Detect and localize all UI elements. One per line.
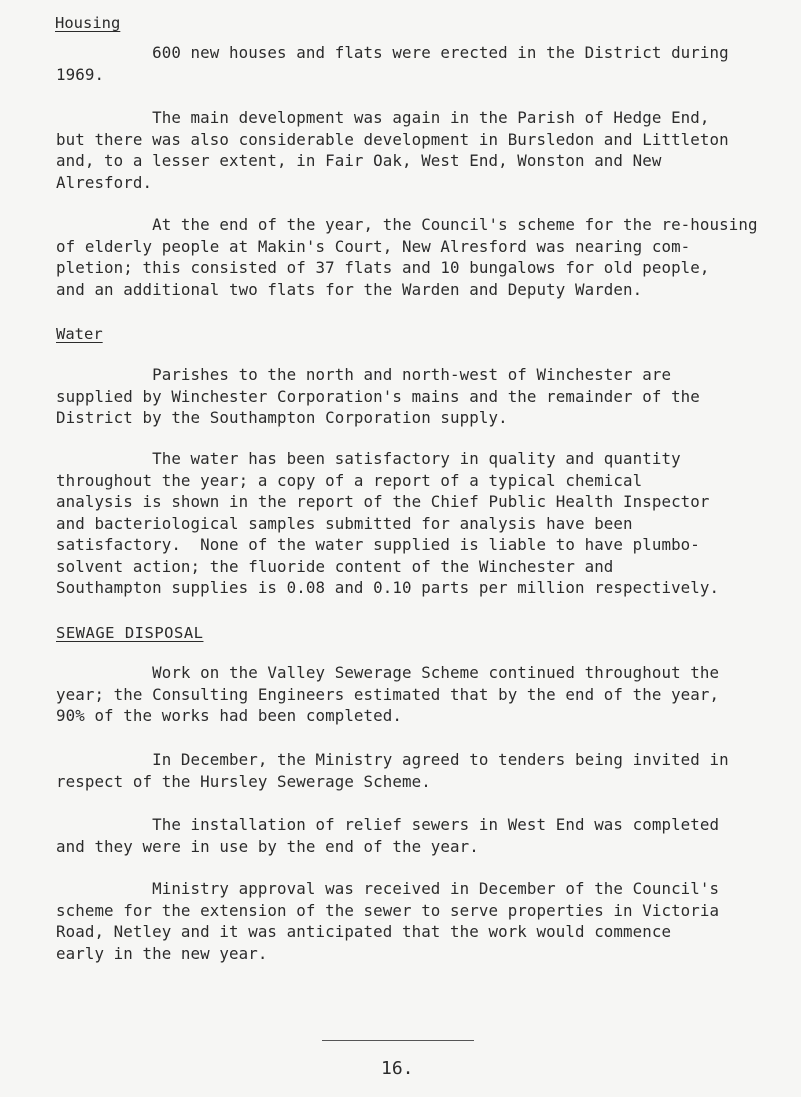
text-line: respect of the Hursley Sewerage Scheme. (56, 771, 431, 791)
text-line: 600 new houses and flats were erected in the District during (56, 43, 729, 62)
text-line: solvent action; the fluoride content of the Winchester and (56, 556, 614, 576)
sewage-heading: SEWAGE DISPOSAL (56, 624, 204, 642)
housing-paragraph-2 (56, 107, 729, 193)
text-line: and an additional two flats for the Warden and Deputy Warden. (56, 279, 643, 299)
page-number: 16. (381, 1058, 414, 1079)
sewage-paragraph-2 (56, 749, 729, 792)
text-line: The water has been satisfactory in quality and quantity (56, 449, 681, 468)
text-line: pletion; this consisted of 37 flats and 10 bungalows for old people, (56, 258, 710, 277)
text-line: year; the Consulting Engineers estimated that by the end of the year, (56, 684, 720, 704)
text-line: of elderly people at Makin's Court, New Alresford was nearing com- (56, 236, 691, 256)
text-line: Ministry approval was received in December of the Council's (56, 879, 720, 898)
text-line: The installation of relief sewers in West End was completed (56, 815, 720, 834)
text-line: In December, the Ministry agreed to tenders being invited in (56, 750, 729, 769)
text-line: analysis is shown in the report of the Chief Public Health Inspector (56, 492, 710, 511)
water-heading: Water (56, 325, 103, 343)
housing-paragraph-1 (56, 42, 729, 85)
text-line: Parishes to the north and north-west of Winchester are (56, 365, 672, 384)
sewage-paragraph-4 (56, 878, 719, 964)
text-line: Alresford. (56, 172, 153, 192)
text-line: throughout the year; a copy of a report of a typical chemical (56, 470, 643, 490)
text-line: and, to a lesser extent, in Fair Oak, West End, Wonston and New (56, 151, 662, 170)
text-line: and they were in use by the end of the year. (56, 836, 479, 856)
text-line: District by the Southampton Corporation supply. (56, 408, 508, 427)
sewage-paragraph-3 (56, 814, 719, 857)
text-line: Work on the Valley Sewerage Scheme continued throughout the (56, 663, 720, 682)
text-line: 90% of the works had been completed. (56, 706, 402, 725)
text-line: scheme for the extension of the sewer to serve properties in Victoria (56, 900, 720, 920)
text-line: satisfactory. None of the water supplied is liable to have plumbo- (56, 535, 700, 554)
text-line: and bacteriological samples submitted for analysis have been (56, 513, 633, 533)
footer-divider (322, 1040, 474, 1041)
text-line: Southampton supplies is 0.08 and 0.10 parts per million respectively. (56, 578, 720, 597)
text-line: 1969. (56, 64, 105, 84)
text-line: The main development was again in the Parish of Hedge End, (56, 108, 710, 127)
text-line: supplied by Winchester Corporation's mains and the remainder of the (56, 386, 700, 406)
text-line: early in the new year. (56, 943, 268, 963)
text-line: but there was also considerable development in Bursledon and Littleton (56, 129, 729, 149)
water-paragraph-1 (56, 364, 700, 429)
text-line: Road, Netley and it was anticipated that the work would commence (56, 922, 672, 941)
water-paragraph-2 (56, 448, 719, 599)
text-line: At the end of the year, the Council's scheme for the re-housing (56, 215, 758, 234)
running-header: Housing (55, 14, 121, 32)
sewage-paragraph-1 (56, 662, 719, 727)
housing-paragraph-3 (56, 214, 758, 300)
